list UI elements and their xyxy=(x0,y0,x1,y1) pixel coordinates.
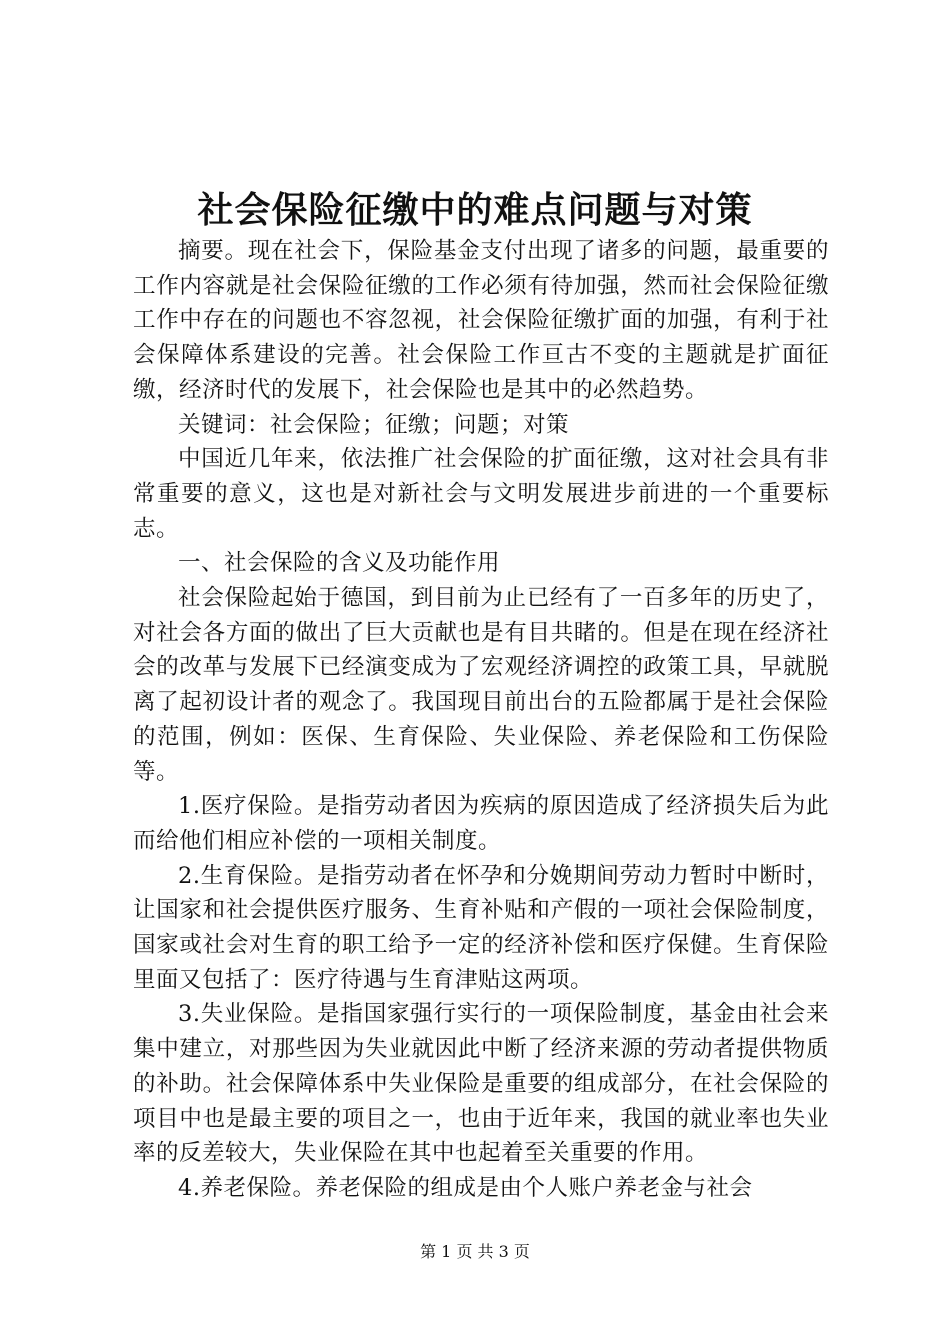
list-item-medical: 1.医疗保险。是指劳动者因为疾病的原因造成了经济损失后为此而给他们相应补偿的一项相关制度。 xyxy=(133,793,829,854)
document-title: 社会保险征缴中的难点问题与对策 xyxy=(197,189,753,231)
list-item-unemployment: 3.失业保险。是指国家强行实行的一项保险制度，基金由社会来集中建立，对那些因为失业就因此中断了经济来源的劳动者提供物质的补助。社会保障体系中失业保险是重要的组成部分，在社会保险的项目中也是最主要的项目之一，也由于近年来，我国的就业率也失业率的反差较大，失业保险在其中也起着至关重要的作用。 xyxy=(133,1001,829,1167)
intro-paragraph: 中国近几年来，依法推广社会保险的扩面征缴，这对社会具有非常重要的意义，这也是对新社会与文明发展进步前进的一个重要标志。 xyxy=(133,446,829,542)
document-body xyxy=(133,234,829,1206)
list-item-pension: 4.养老保险。养老保险的组成是由个人账户养老金与社会 xyxy=(178,1174,753,1201)
body-paragraph: 社会保险起始于德国，到目前为止已经有了一百多年的历史了，对社会各方面的做出了巨大贡献也是有目共睹的。但是在现在经济社会的改革与发展下已经演变成为了宏观经济调控的政策工具，早就脱离了起初设计者的观念了。我国现目前出台的五险都属于是社会保险的范围，例如：医保、生育保险、失业保险、养老保险和工伤保险等。 xyxy=(133,585,829,785)
page-number-footer: 第 1 页 共 3 页 xyxy=(420,1242,530,1261)
abstract-paragraph: 摘要。现在社会下，保险基金支付出现了诸多的问题，最重要的工作内容就是社会保险征缴的工作必须有待加强，然而社会保险征缴工作中存在的问题也不容忽视，社会保险征缴扩面的加强，有利于社会保障体系建设的完善。社会保险工作亘古不变的主题就是扩面征缴，经济时代的发展下，社会保险也是其中的必然趋势。 xyxy=(133,238,829,403)
keywords-paragraph: 关键词：社会保险；征缴；问题；对策 xyxy=(178,411,570,438)
section-heading: 一、社会保险的含义及功能作用 xyxy=(178,550,501,577)
list-item-maternity: 2.生育保险。是指劳动者在怀孕和分娩期间劳动力暂时中断时，让国家和社会提供医疗服务、生育补贴和产假的一项社会保险制度，国家或社会对生育的职工给予一定的经济补偿和医疗保健。生育保险里面又包括了：医疗待遇与生育津贴这两项。 xyxy=(133,862,829,993)
